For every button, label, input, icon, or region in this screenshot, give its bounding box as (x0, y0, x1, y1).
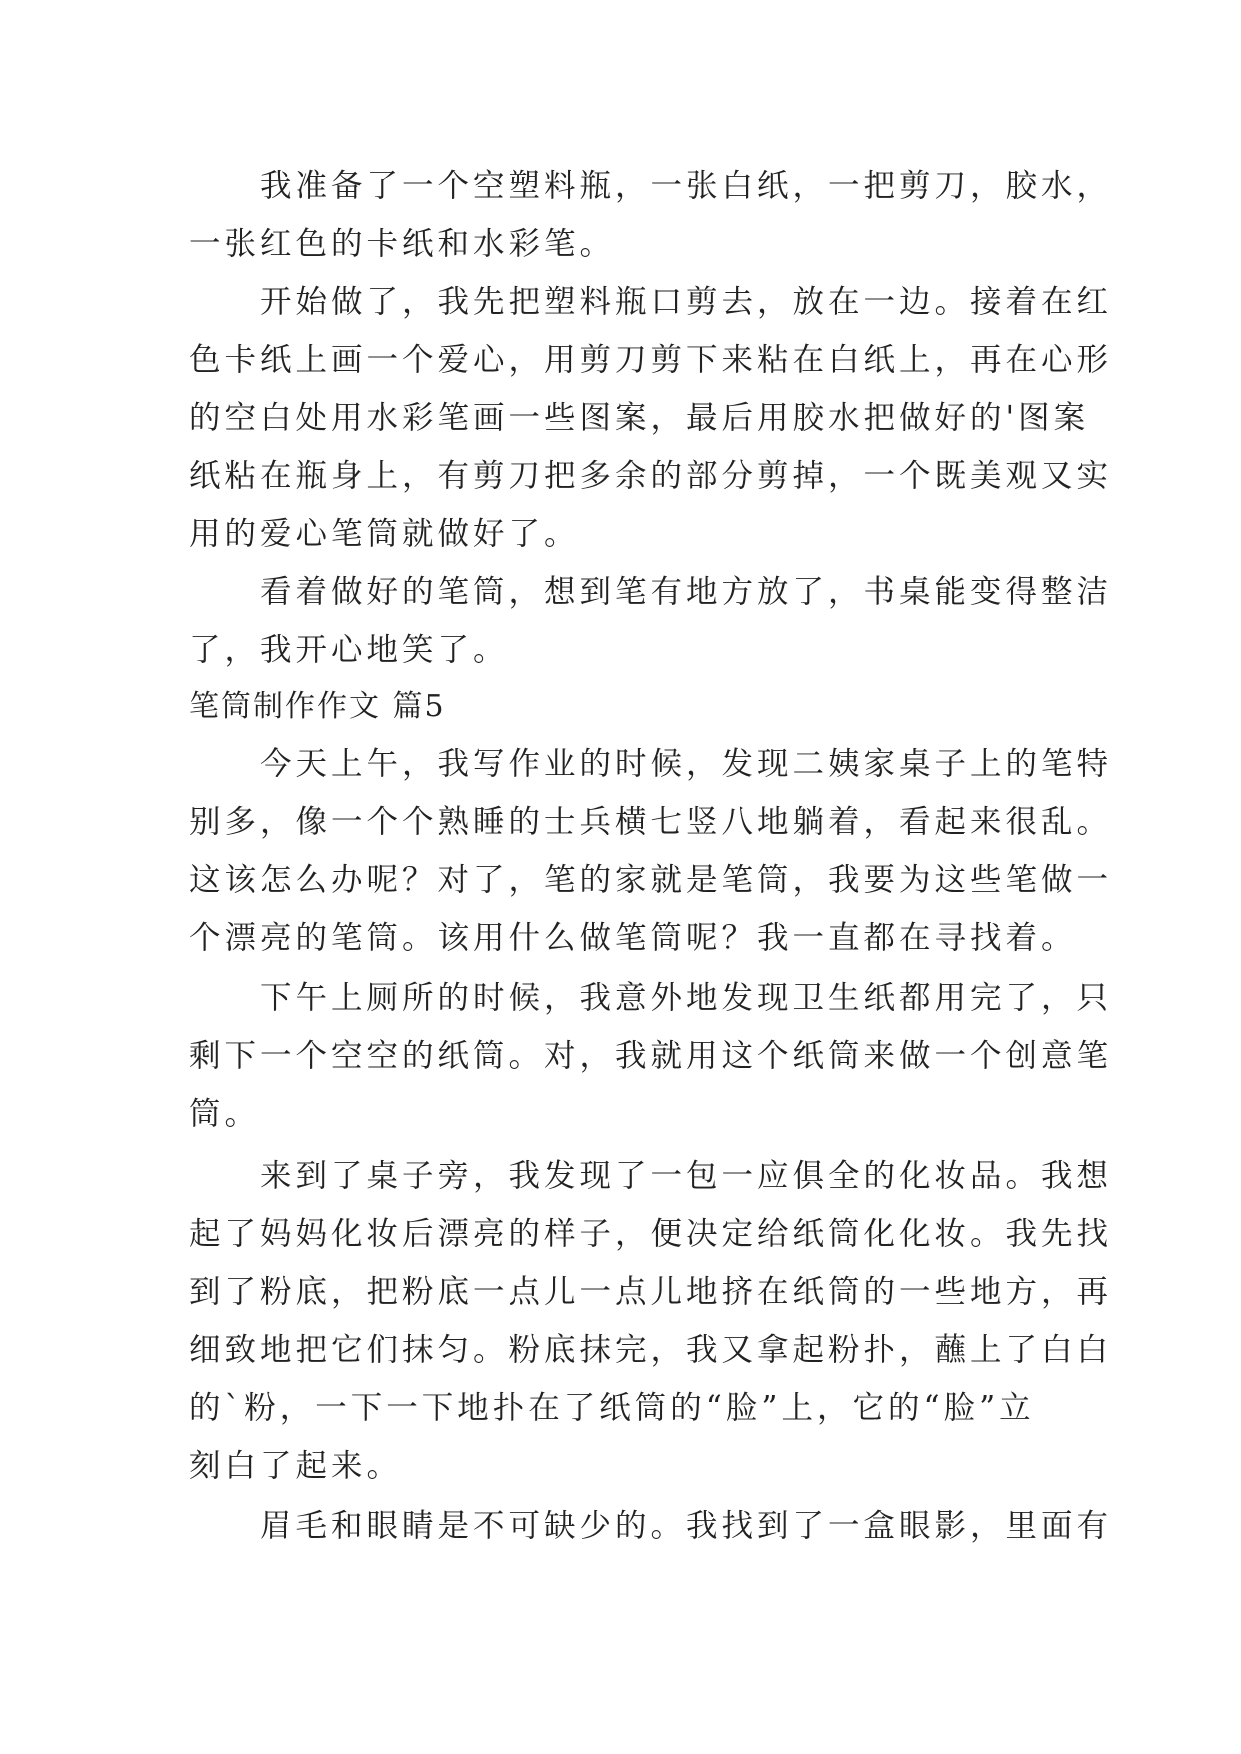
paragraph-line: 下午上厕所的时候，我意外地发现卫生纸都用完了，只 (189, 980, 1113, 1016)
paragraph-line: 刻白了起来。 (189, 1448, 403, 1484)
paragraph-line: 起了妈妈化妆后漂亮的样子，便决定给纸筒化化妆。我先找 (189, 1216, 1113, 1252)
paragraph-line: 别多，像一个个熟睡的士兵横七竖八地躺着，看起来很乱。 (189, 804, 1113, 840)
paragraph-line: 眉毛和眼睛是不可缺少的。我找到了一盒眼影，里面有 (189, 1508, 1113, 1544)
paragraph-line: 我准备了一个空塑料瓶，一张白纸，一把剪刀，胶水， (189, 168, 1113, 204)
paragraph-line: 剩下一个空空的纸筒。对，我就用这个纸筒来做一个创意笔 (189, 1038, 1113, 1074)
paragraph-line: 看着做好的笔筒，想到笔有地方放了，书桌能变得整洁 (189, 574, 1113, 610)
paragraph-line: 今天上午，我写作业的时候，发现二姨家桌子上的笔特 (189, 746, 1113, 782)
paragraph-line: 筒。 (189, 1096, 261, 1132)
paragraph-line: 的空白处用水彩笔画一些图案，最后用胶水把做好的'图案 (189, 400, 1090, 436)
paragraph-line: 个漂亮的笔筒。该用什么做笔筒呢？我一直都在寻找着。 (189, 920, 1077, 956)
section-heading: 笔筒制作作文 篇5 (189, 689, 446, 724)
paragraph-line: 了，我开心地笑了。 (189, 632, 509, 668)
paragraph-line: 用的爱心笔筒就做好了。 (189, 516, 580, 552)
paragraph-line: 来到了桌子旁，我发现了一包一应俱全的化妆品。我想 (189, 1158, 1113, 1194)
paragraph-line: 开始做了，我先把塑料瓶口剪去，放在一边。接着在红 (189, 284, 1113, 320)
paragraph-line: 这该怎么办呢？对了，笔的家就是笔筒，我要为这些笔做一 (189, 862, 1113, 898)
paragraph-line: 纸粘在瓶身上，有剪刀把多余的部分剪掉，一个既美观又实 (189, 458, 1113, 494)
paragraph-line: 色卡纸上画一个爱心，用剪刀剪下来粘在白纸上，再在心形 (189, 342, 1113, 378)
paragraph-line: 的`粉，一下一下地扑在了纸筒的“脸”上，它的“脸”立 (189, 1390, 1035, 1426)
paragraph-line: 到了粉底，把粉底一点儿一点儿地挤在纸筒的一些地方，再 (189, 1274, 1113, 1310)
paragraph-line: 细致地把它们抹匀。粉底抹完，我又拿起粉扑，蘸上了白白 (189, 1332, 1113, 1368)
paragraph-line: 一张红色的卡纸和水彩笔。 (189, 226, 616, 262)
